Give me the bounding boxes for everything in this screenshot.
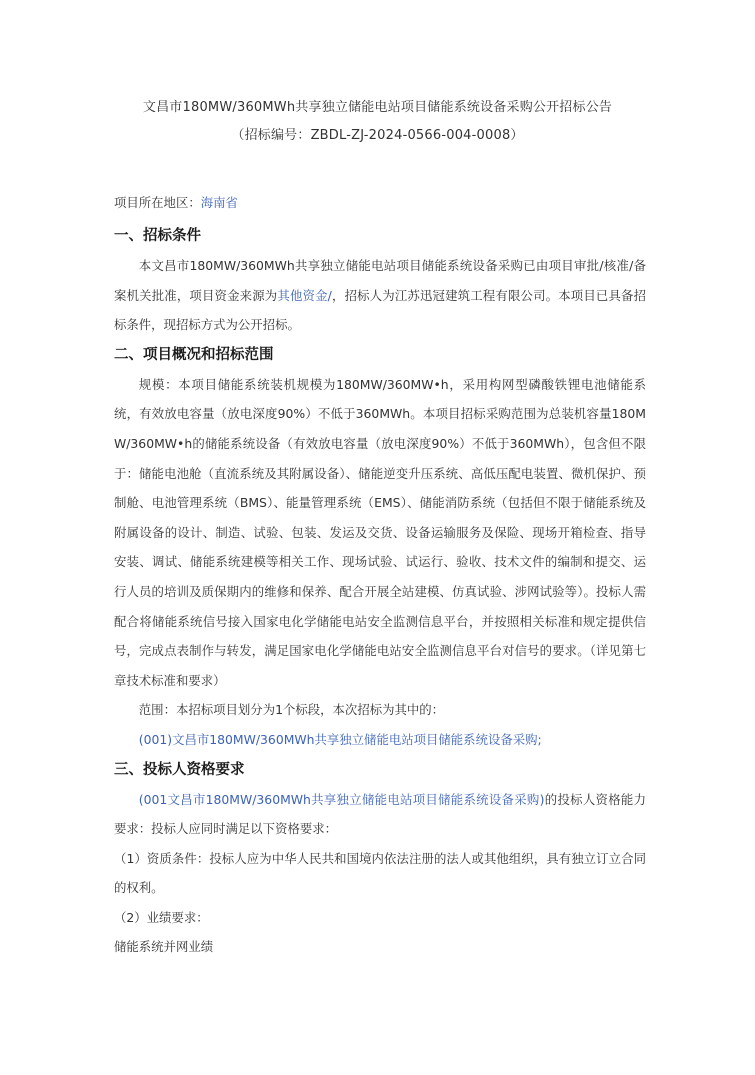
- fund-source-link[interactable]: 其他资金/: [277, 287, 332, 303]
- region-label: 项目所在地区：: [114, 195, 201, 210]
- tender-conditions-text-b: ，招标人为江苏迅冠建筑工程有限公司。本项目已具备招标条件，现招标方式为公开招标。: [114, 287, 647, 333]
- section-heading-bidder-qualification: 三、投标人资格要求: [114, 761, 245, 778]
- qualification-lot-name: (001文昌市180MW/360MWh共享独立储能电站项目储能系统设备采购): [138, 791, 545, 807]
- document-title: 文昌市180MW/360MWh共享独立储能电站项目储能系统设备采购公开招标公告: [142, 100, 613, 115]
- qualification-requirement-2: （2）业绩要求：: [114, 909, 209, 925]
- region-value: 海南省: [200, 195, 238, 210]
- project-region: [114, 193, 646, 221]
- project-scope-paragraph: 范围：本招标项目划分为1个标段，本次招标为其中的：: [138, 702, 445, 718]
- qualification-intro-text: 的投标人资格能力要求：投标人应同时满足以下资格要求：: [114, 791, 647, 837]
- tender-number: （招标编号：ZBDL-ZJ-2024-0566-004-0008）: [231, 128, 524, 143]
- lot-item: (001)文昌市180MW/360MWh共享独立储能电站项目储能系统设备采购;: [138, 731, 542, 747]
- section-heading-tender-conditions: 一、招标条件: [114, 228, 201, 244]
- project-scale-paragraph: 规模：本项目储能系统装机规模为180MW/360MW•h，采用构网型磷酸铁锂电池储能系统，有效放电容量（放电深度90%）不低于360MWh。本项目招标采购范围为总装机容量180MW/360MW•h的储能系统设备（有效放电容量（放电深度90%）不低于360MWh），包含但不限于：储能电池舱（直流系统及其附属设备）、储能逆变升压系统、高低压配电装置、微机保护、预制舱、电池管理系统（BMS）、能量管理系统（EMS）、储能消防系统（包括但不限于储能系统及附属设备的设计、制造、试验、包装、发运及交货、设备运输服务及保险、现场开箱检查、指导安装、调试、储能系统建模等相关工作、现场试验、试运行、验收、技术文件的编制和提交、运行人员的培训及质保期内的维修和保养、配合开展全站建模、仿真试验、涉网试验等）。投标人需配合将储能系统信号接入国家电化学储能电站安全监测信息平台，并按照相关标准和规定提供信号，完成点表制作与转发，满足国家电化学储能电站安全监测信息平台对信号的要求。（详见第七章技术标准和要求）: [114, 376, 646, 688]
- qualification-requirement-1: （1）资质条件：投标人应为中华人民共和国境内依法注册的法人或其他组织，具有独立订立合同的权利。: [114, 850, 646, 896]
- section-heading-project-overview: 二、项目概况和招标范围: [114, 346, 274, 363]
- tender-conditions-text-a: 本文昌市180MW/360MWh共享独立储能电站项目储能系统设备采购已由项目审批/核准/备案机关批准，项目资金来源为: [114, 258, 646, 303]
- performance-requirement-text: 储能系统并网业绩: [114, 939, 214, 955]
- document-body: [114, 195, 646, 962]
- tender-conditions-paragraph: [114, 251, 646, 340]
- qualification-intro-paragraph: [114, 785, 646, 844]
